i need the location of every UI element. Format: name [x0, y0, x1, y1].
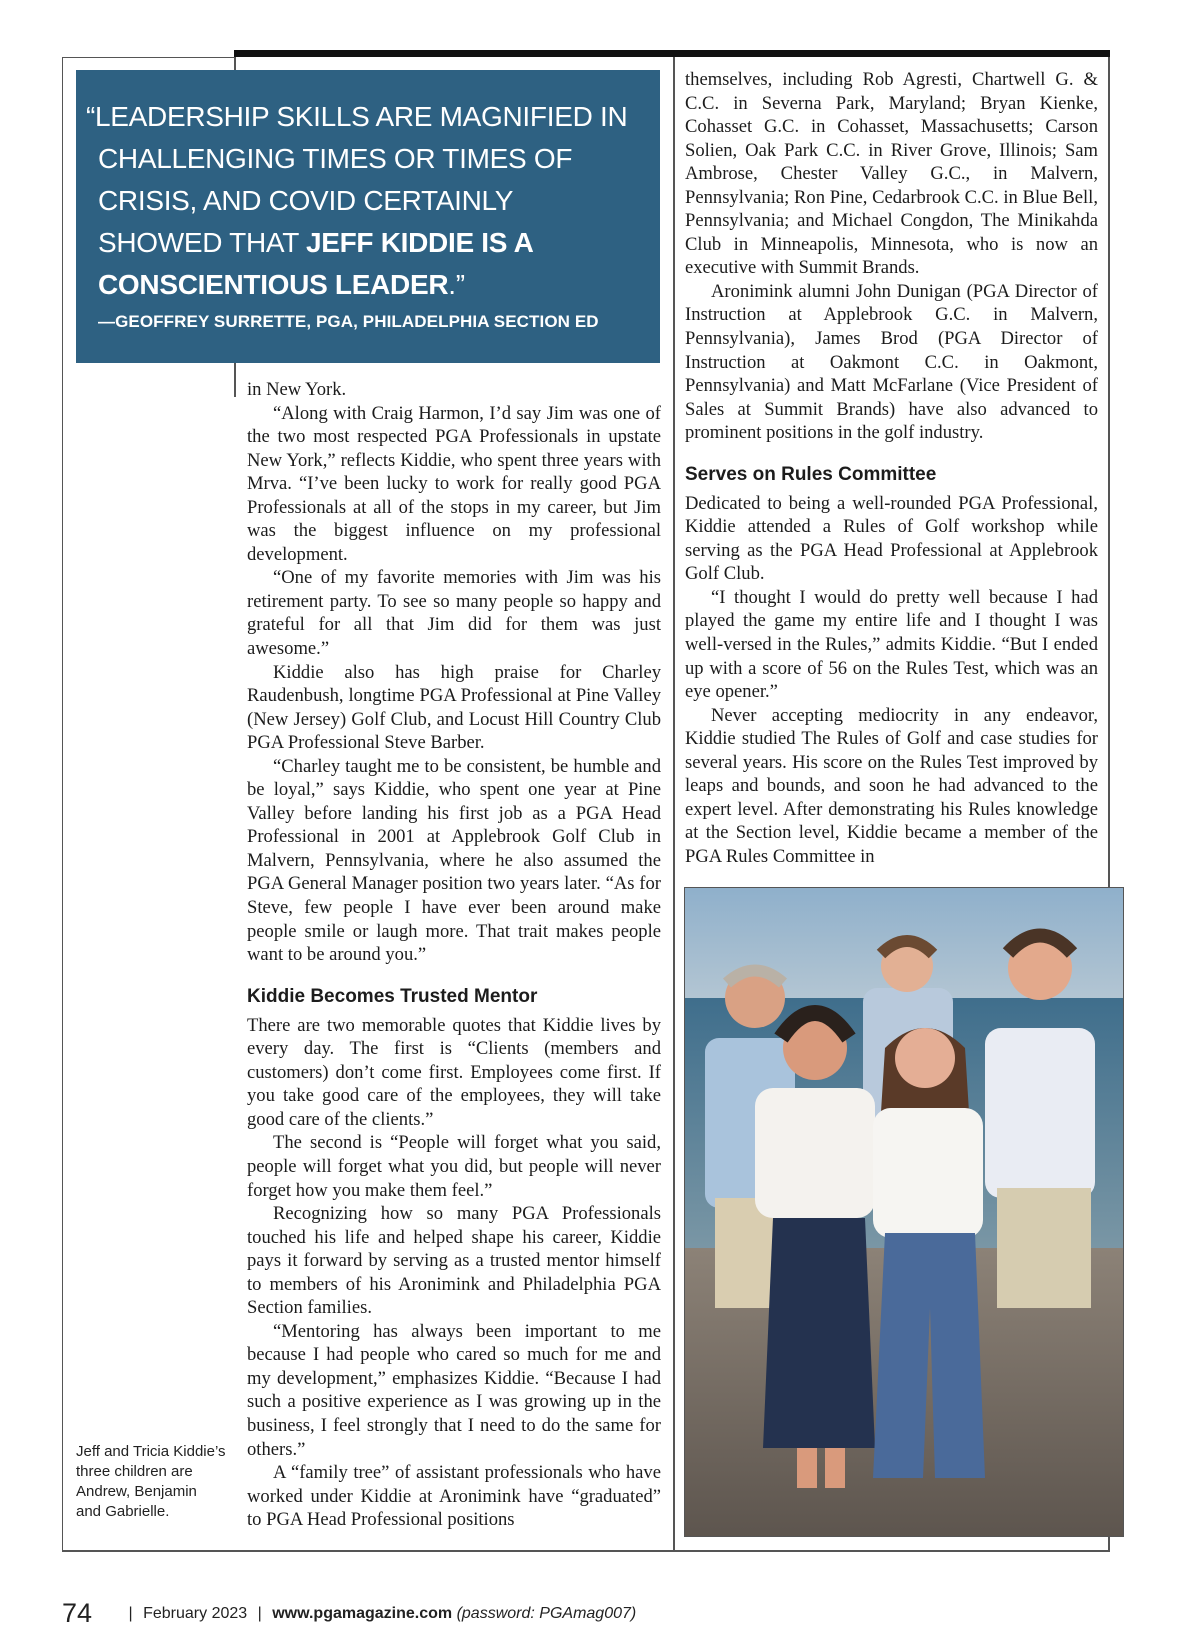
paragraph: “Along with Craig Harmon, I’d say Jim was one of the two most respected PGA Professionals in upstate New York,” reflects Kiddie, who spent three years with Mrva. “I’ve been lucky to work for really good PGA Professionals at all of the stops in my career, but Jim was the biggest influence on my professional development. — [247, 402, 661, 565]
paragraph: Dedicated to being a well-rounded PGA Professional, Kiddie attended a Rules of Golf workshop while serving as the PGA Head Professional at Applebrook Golf Club. — [685, 492, 1098, 585]
paragraph: Never accepting mediocrity in any endeavor, Kiddie studied The Rules of Golf and case studies for several years. His score on the Rules Test improved by leaps and bounds, and soon he had advanced to the expert level. After demonstrating his Rules knowledge at the Section level, Kiddie became a member of the PGA Rules Committee in — [685, 704, 1098, 867]
footer-separator: | — [257, 1604, 262, 1622]
footer-date: February 2023 — [143, 1604, 248, 1622]
paragraph: Kiddie also has high praise for Charley Raudenbush, longtime PGA Professional at Pine Valley (New Jersey) Golf Club, and Locust Hill Country Club PGA Professional Steve Barber. — [247, 661, 661, 754]
pull-quote-plain: “LEADERSHIP SKILLS ARE MAGNIFIED IN CHALLENGING TIMES OR TIMES OF CRISIS, AND COVID CERTAINLY SHOWED THAT — [86, 101, 628, 258]
paragraph: “I thought I would do pretty well because I had played the game my entire life and I thought I was well-versed in the Rules,” admits Kiddie. “But I ended up with a score of 56 on the Rules Test, which was an eye opener.” — [685, 586, 1098, 703]
paragraph: in New York. — [247, 379, 347, 400]
section-heading-rules: Serves on Rules Committee — [685, 463, 937, 485]
paragraph: themselves, including Rob Agresti, Chartwell G. & C.C. in Severna Park, Maryland; Bryan Kienke, Cohasset G.C. in Cohasset, Massachusetts; Carson Solien, Oak Park C.C. in River Grove, Illinois; Sam Ambrose, Chester Valley G.C., in Malvern, Pennsylvania; Ron Pine, Cedarbrook C.C. in Blue Bell, Pennsylvania; and Michael Congdon, The Minikahda Club in Minneapolis, Minnesota, who is now an executive with Summit Brands. — [685, 69, 1098, 279]
paragraph: The second is “People will forget what you said, people will forget what you did, but people will never forget how you make them feel.” — [247, 1132, 661, 1201]
pull-quote-end: .” — [448, 269, 465, 300]
paragraph: There are two memorable quotes that Kiddie lives by every day. The first is “Clients (members and customers) don’t come first. Employees come first. If you take good care of the employees, they will take good care of the clients.” — [247, 1014, 661, 1130]
top-rule — [234, 50, 1110, 57]
paragraph: “Charley taught me to be consistent, be humble and be loyal,” says Kiddie, who spent one year at Pine Valley before landing his first job as a PGA Head Professional in 2001 at Applebrook Golf Club in Malvern, Pennsylvania, where he also assumed the PGA General Manager position two years later. “As for Steve, few people I have ever been around make people smile or laugh more. That trait makes people want to be around you.” — [247, 755, 661, 966]
family-photo — [684, 887, 1124, 1537]
paragraph: A “family tree” of assistant professionals who have worked under Kiddie at Aronimink have “graduated” to PGA Head Professional positions — [247, 1462, 661, 1531]
column-divider — [673, 57, 675, 1551]
footer-separator: | — [128, 1604, 133, 1622]
section-heading-mentor: Kiddie Becomes Trusted Mentor — [247, 985, 538, 1007]
paragraph: Aronimink alumni John Dunigan (PGA Director of Instruction at Applebrook G.C. in Malvern, Pennsylvania), James Brod (PGA Director of Instruction at Oakmont C.C. in Oakmont, Pennsylvania) and Matt McFarlane (Vice President of Sales at Summit Brands) have also advanced to prominent positions in the golf industry. — [685, 280, 1098, 444]
photo-caption: Jeff and Tricia Kiddie’s three children are Andrew, Benjamin and Gabrielle. — [76, 1443, 226, 1520]
family-photo-illustration — [685, 888, 1124, 1537]
footer-password: (password: PGAmag007) — [456, 1604, 637, 1622]
right-column — [685, 68, 1098, 869]
footer-url-link[interactable]: www.pgamagazine.com — [272, 1604, 453, 1622]
pull-quote-text — [86, 96, 640, 306]
pull-quote-bold: JEFF KIDDIE IS A CONSCIENTIOUS LEADER — [98, 227, 533, 300]
page-number: 74 — [62, 1598, 93, 1628]
page-footer — [62, 1598, 636, 1629]
bottom-frame — [62, 1550, 1110, 1552]
paragraph: “One of my favorite memories with Jim was his retirement party. To see so many people so happy and grateful for all that Jim did for them was just awesome.” — [247, 567, 661, 660]
paragraph: Recognizing how so many PGA Professionals touched his life and helped shape his career, Kiddie pays it forward by serving as a trusted mentor himself to members of his Aronimink and Philadelphia PGA Section families. — [247, 1203, 661, 1319]
paragraph: “Mentoring has always been important to me because I had people who cared so much for me and my development,” emphasizes Kiddie. “Because I had such a positive experience as I was growing up in the business, I feel strongly that I need to do the same for others.” — [247, 1320, 661, 1460]
pull-quote — [76, 70, 660, 363]
pull-quote-attribution: —GEOFFREY SURRETTE, PGA, PHILADELPHIA SECTION ED — [98, 312, 599, 331]
footer-text — [123, 1605, 637, 1622]
middle-column — [247, 378, 661, 1532]
